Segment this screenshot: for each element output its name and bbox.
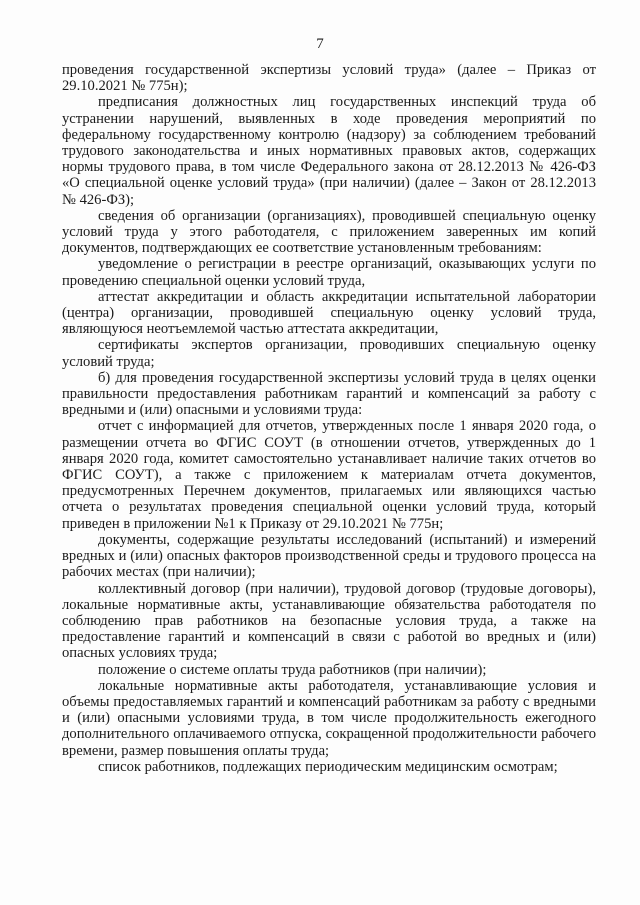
paragraph: б) для проведения государственной экспертизы условий труда в целях оценки правильности предоставления работникам гарантий и компенсаций за работу с вредными и (или) опасными и условиями труда: — [62, 369, 596, 419]
paragraph: аттестат аккредитации и область аккредитации испытательной лаборатории (центра) организации, проводившей специальную оценку условий труда, являющуюся неотъемлемой частью аттестата аккредитации, — [62, 288, 596, 338]
paragraph: положение о системе оплаты труда работников (при наличии); — [98, 661, 487, 678]
page-number: 7 — [316, 36, 324, 52]
paragraph: отчет с информацией для отчетов, утвержденных после 1 января 2020 года, о размещении отчета во ФГИС СОУТ (в отношении отчетов, утвержденных до 1 января 2020 года, комитет самостоятельно устанавливает наличие таких отчетов во ФГИС СОУТ), а также с приложением к материалам отчета документов, предусмотренных Перечнем документов, прилагаемых или являющихся частью отчета о результатах проведения специальной оценки условий труда, который приведен в приложении №1 к Приказу от 29.10.2021 № 775н; — [62, 418, 596, 532]
paragraph: сертификаты экспертов организации, проводивших специальную оценку условий труда; — [62, 337, 596, 370]
paragraph: проведения государственной экспертизы условий труда» (далее – Приказ от 29.10.2021 № 775н); — [62, 62, 596, 95]
paragraph: коллективный договор (при наличии), трудовой договор (трудовые договоры), локальные нормативные акты, устанавливающие обязательства работодателя по соблюдению прав работников на безопасные условия труда, а также на предоставление гарантий и компенсаций в связи с работой во вредных и (или) опасных условиях труда; — [62, 580, 596, 662]
document-body — [62, 62, 596, 775]
paragraph: документы, содержащие результаты исследований (испытаний) и измерений вредных и (или) опасных факторов производственной среды и трудового процесса на рабочих местах (при наличии); — [62, 531, 596, 581]
paragraph: список работников, подлежащих периодическим медицинским осмотрам; — [98, 758, 558, 775]
paragraph: локальные нормативные акты работодателя, устанавливающие условия и объемы предоставляемых гарантий и компенсаций работникам за работу с вредными и (или) опасными условиями труда, в том числе продолжительность ежегодного дополнительного оплачиваемого отпуска, сокращенной продолжительности рабочего времени, размер повышения оплаты труда; — [62, 677, 596, 759]
paragraph: предписания должностных лиц государственных инспекций труда об устранении нарушений, выявленных в ходе проведения мероприятий по федеральному государственному контролю (надзору) за соблюдением требований трудового законодательства и иных нормативных правовых актов, содержащих нормы трудового права, в том числе Федерального закона от 28.12.2013 № 426-ФЗ «О специальной оценке условий труда» (при наличии) (далее – Закон от 28.12.2013 № 426-ФЗ); — [62, 94, 596, 208]
paragraph: сведения об организации (организациях), проводившей специальную оценку условий труда у этого работодателя, с приложением заверенных им копий документов, подтверждающих ее соответствие установленным требованиям: — [62, 207, 596, 257]
paragraph: уведомление о регистрации в реестре организаций, оказывающих услуги по проведению специальной оценки условий труда, — [62, 256, 596, 289]
